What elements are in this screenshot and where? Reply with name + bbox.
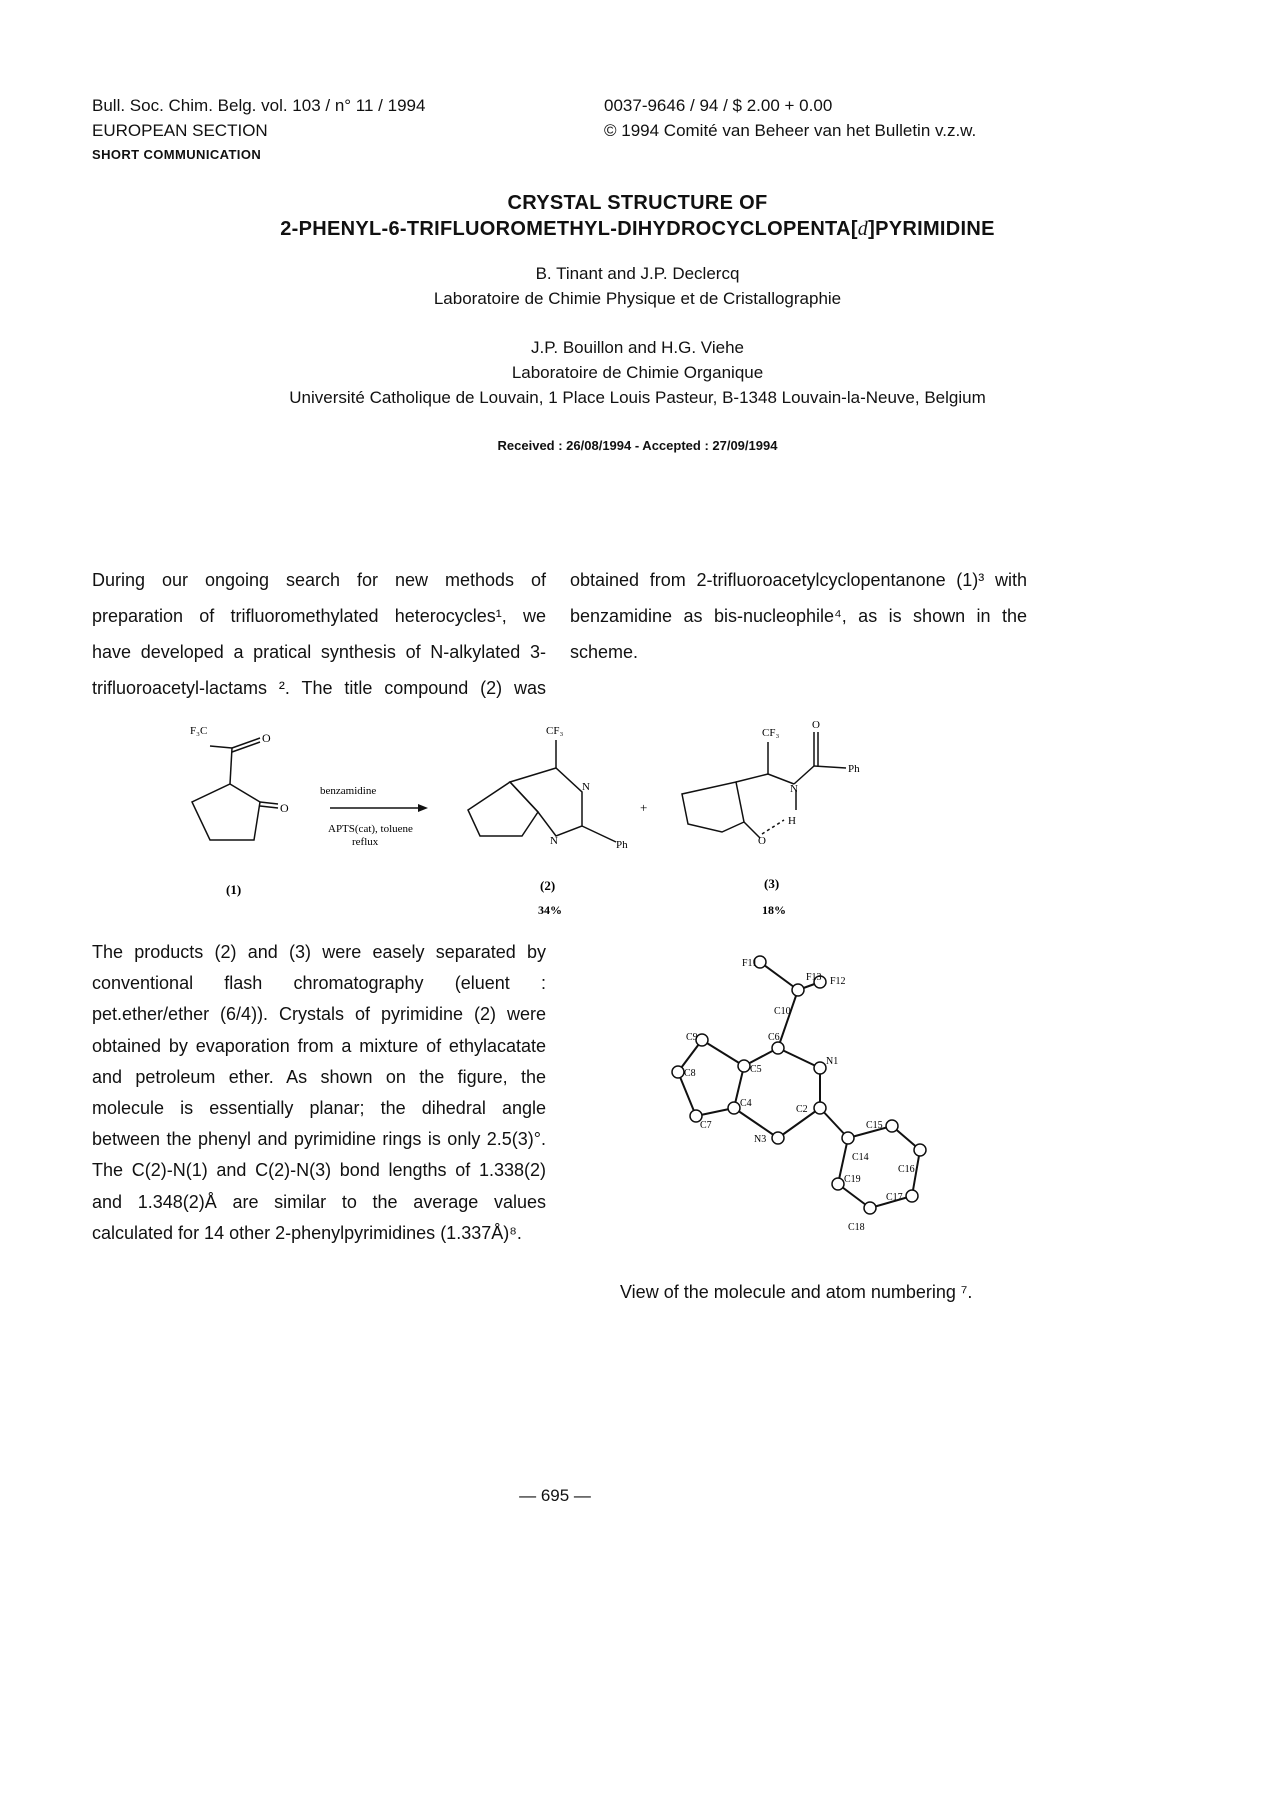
conditions-label: reflux	[352, 836, 379, 848]
atom-label: C19	[844, 1174, 861, 1185]
atom-label: C15	[866, 1120, 883, 1131]
oxygen-label: O	[758, 835, 766, 847]
text-line: benzamidine as bis-nucleophile⁴, as is shown in the	[570, 606, 1027, 626]
atom-label: C4	[740, 1098, 752, 1109]
cf3-label: F₃C	[190, 725, 208, 737]
hydrogen-label: H	[788, 815, 796, 827]
oxygen-label: O	[262, 731, 271, 745]
compound-3-label: (3)	[764, 876, 780, 891]
text-line: have developed a pratical synthesis of N-alkylated 3-	[92, 642, 546, 662]
text-line: calculated for 14 other 2-phenylpyrimidines (1.337Å)⁸.	[92, 1222, 522, 1243]
nitrogen-label: N	[790, 783, 798, 795]
crystal-structure-figure	[630, 940, 1010, 1260]
article-type: SHORT COMMUNICATION	[92, 147, 262, 162]
text-line: conventional flash chromatography (eluent :	[92, 973, 546, 994]
text-line: preparation of trifluoromethylated heterocycles¹, we	[92, 606, 546, 626]
atom-label: C17	[886, 1192, 903, 1203]
paragraph-2	[92, 937, 546, 1249]
atom-label: C7	[700, 1120, 712, 1131]
text-line: During our ongoing search for new methods of	[92, 570, 546, 590]
compound-2-yield: 34%	[538, 903, 562, 917]
paragraph-1-left	[92, 562, 546, 706]
text-line: pet.ether/ether (6/4)). Crystals of pyrimidine (2) were	[92, 1004, 546, 1025]
lab-2: Laboratoire de Chimie Organique	[511, 363, 764, 382]
atom-label: N1	[826, 1056, 839, 1067]
molecule-bonds	[678, 962, 920, 1208]
text-line: between the phenyl and pyrimidine rings is only 2.5(3)°.	[92, 1129, 546, 1150]
nitrogen-label: N	[582, 781, 590, 793]
figure-caption: View of the molecule and atom numbering ⁷.	[620, 1282, 973, 1302]
text-line: and 1.348(2)Å are similar to the average values	[92, 1191, 546, 1212]
atom-label: F11	[742, 958, 758, 969]
atom-label: C18	[848, 1222, 865, 1233]
authors-group-2: J.P. Bouillon and H.G. Viehe	[531, 338, 744, 357]
journal-section: EUROPEAN SECTION	[92, 121, 268, 140]
phenyl-label: Ph	[616, 839, 628, 851]
paragraph-1-right	[570, 562, 1027, 670]
atom-label: F13	[806, 972, 822, 983]
atom-label: C9	[686, 1032, 698, 1043]
text-line: The C(2)-N(1) and C(2)-N(3) bond lengths of 1.338(2)	[92, 1160, 546, 1181]
compound-2-structure	[468, 740, 616, 842]
text-line: molecule is essentially planar; the dihedral angle	[92, 1098, 546, 1119]
affiliation: Université Catholique de Louvain, 1 Place Louis Pasteur, B-1348 Louvain-la-Neuve, Belgium	[289, 388, 986, 407]
atom-label: C10	[774, 1006, 791, 1017]
atom-label: C8	[684, 1068, 696, 1079]
lab-1: Laboratoire de Chimie Physique et de Cristallographie	[433, 289, 842, 308]
compound-1-structure	[192, 738, 278, 840]
page-number: — 695 —	[519, 1486, 591, 1505]
text-line: scheme.	[570, 642, 639, 662]
arrow-head	[418, 804, 428, 812]
atom-label: C16	[898, 1164, 915, 1175]
atom-ellipses	[672, 956, 926, 1214]
issn-price: 0037-9646 / 94 / $ 2.00 + 0.00	[604, 96, 833, 115]
text-line: obtained by evaporation from a mixture of ethylacatate	[92, 1035, 546, 1056]
title-line-2: 2-PHENYL-6-TRIFLUOROMETHYL-DIHYDROCYCLOPENTA[d]PYRIMIDINE	[280, 218, 995, 240]
oxygen-label: O	[280, 801, 289, 815]
atom-label: C5	[750, 1064, 762, 1075]
compound-3-structure	[682, 732, 846, 838]
conditions-label: APTS(cat), toluene	[328, 823, 413, 835]
atom-label: N3	[754, 1134, 767, 1145]
compound-3-yield: 18%	[762, 903, 786, 917]
oxygen-label: O	[812, 719, 820, 731]
atom-label: C14	[852, 1152, 869, 1163]
compound-1-label: (1)	[226, 882, 242, 897]
text-line: trifluoroacetyl-lactams ². The title compound (2) was	[92, 678, 546, 698]
journal-citation: Bull. Soc. Chim. Belg. vol. 103 / n° 11 / 1994	[92, 96, 426, 115]
phenyl-label: Ph	[848, 763, 860, 775]
received-accepted-dates: Received : 26/08/1994 - Accepted : 27/09/1994	[497, 438, 778, 453]
nitrogen-label: N	[550, 835, 558, 847]
copyright-line: © 1994 Comité van Beheer van het Bulletin v.z.w.	[604, 121, 977, 140]
compound-2-label: (2)	[540, 878, 556, 893]
cf3-label: CF₃	[762, 727, 780, 739]
plus-sign: +	[640, 800, 648, 815]
atom-label: F12	[830, 976, 846, 987]
cf3-label: CF₃	[546, 725, 564, 737]
atom-label: C6	[768, 1032, 780, 1043]
text-line: The products (2) and (3) were easely separated by	[92, 942, 546, 962]
authors-group-1: B. Tinant and J.P. Declercq	[535, 264, 740, 283]
atom-label: C2	[796, 1104, 808, 1115]
text-line: obtained from 2-trifluoroacetylcyclopentanone (1)³ with	[570, 570, 1027, 590]
title-line-1: CRYSTAL STRUCTURE OF	[507, 192, 768, 214]
reaction-scheme	[170, 712, 910, 922]
text-line: and petroleum ether. As shown on the figure, the	[92, 1066, 546, 1087]
reagent-label: benzamidine	[320, 785, 377, 797]
